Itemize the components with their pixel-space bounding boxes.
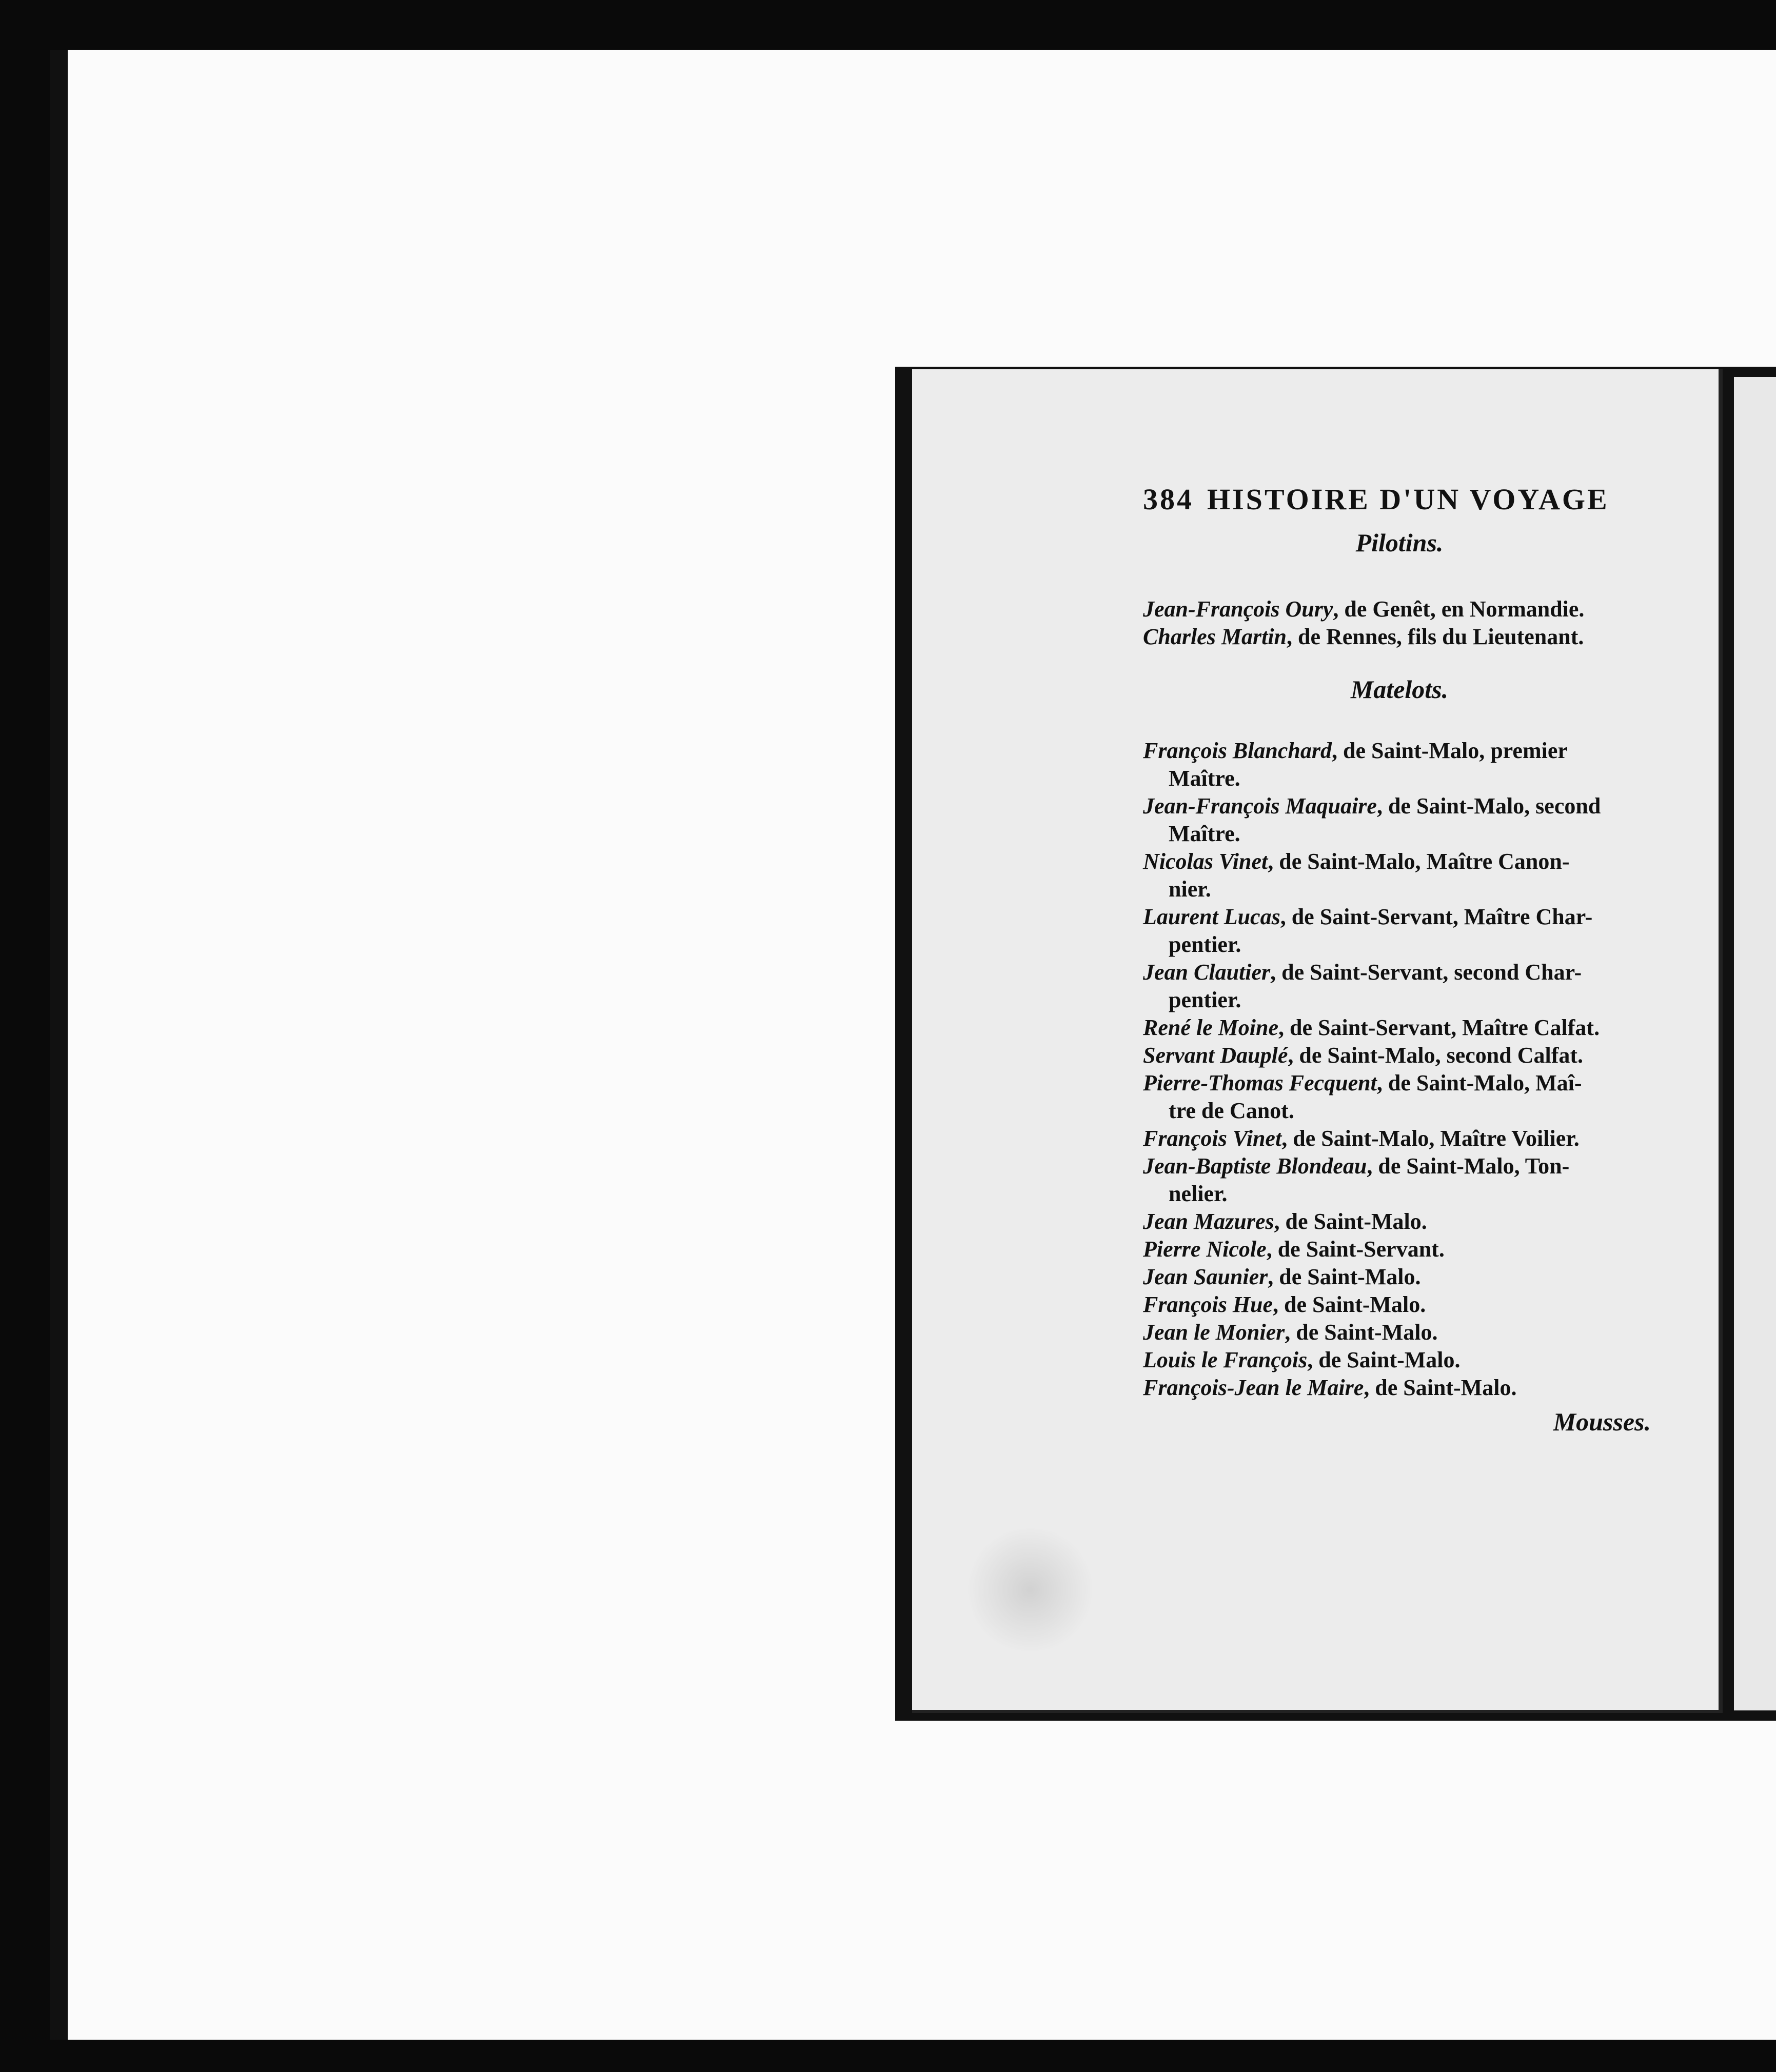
entry-name: François-Jean le Maire [1143, 1375, 1364, 1400]
entry-text: , de Saint-Malo, second [1376, 793, 1601, 819]
entry-continuation: nier. [1169, 876, 1211, 902]
list-item [1143, 1236, 1656, 1263]
matelots-list [1143, 737, 1656, 1402]
entry-continuation: Maître. [1169, 821, 1240, 846]
catchword: Mousses. [1553, 1407, 1651, 1436]
entry-name: Jean Saunier [1143, 1264, 1268, 1289]
entry-name: Jean-Baptiste Blondeau [1143, 1153, 1367, 1179]
list-item [1143, 792, 1656, 848]
entry-name: Servant Dauplé [1143, 1043, 1288, 1068]
entry-name: Jean-François Maquaire [1143, 793, 1377, 819]
list-item [1143, 848, 1656, 903]
entry-name: Charles Martin [1143, 624, 1287, 649]
list-item [1143, 1152, 1656, 1208]
section-title-matelots: Matelots. [1350, 675, 1449, 704]
running-head [1143, 482, 1656, 516]
list-item [1143, 1208, 1656, 1236]
list-item [1143, 1014, 1656, 1042]
entry-continuation: pentier. [1169, 932, 1241, 957]
page-text [1143, 482, 1656, 1437]
list-item [1143, 959, 1656, 1014]
page-number: 384 [1143, 483, 1194, 516]
entry-name: Pierre-Thomas Fecquent [1143, 1070, 1377, 1095]
entry-name: Pierre Nicole [1143, 1237, 1267, 1262]
list-item [1143, 1374, 1656, 1402]
entry-name: René le Moine [1143, 1015, 1278, 1040]
entry-name: Jean le Monier [1143, 1320, 1285, 1345]
entry-text: , de Saint-Malo. [1364, 1375, 1517, 1400]
list-item [1143, 1069, 1656, 1125]
facing-page-edge [1734, 377, 1776, 1710]
entry-name: Nicolas Vinet [1143, 849, 1268, 874]
entry-name: François Hue [1143, 1292, 1273, 1317]
entry-text: , de Saint-Malo, second Calfat. [1288, 1043, 1584, 1068]
entry-text: , de Rennes, fils du Lieutenant. [1286, 624, 1584, 649]
entry-text: , de Saint-Malo, Maître Canon- [1268, 849, 1570, 874]
left-border-rule [50, 50, 68, 2040]
entry-name: Jean-François Oury [1143, 596, 1333, 622]
entry-continuation: tre de Canot. [1169, 1098, 1294, 1123]
entry-text: , de Saint-Malo. [1274, 1209, 1427, 1234]
list-item [1143, 737, 1656, 792]
entry-name: François Blanchard [1143, 738, 1332, 763]
list-item [1143, 595, 1656, 623]
entry-text: , de Saint-Malo. [1268, 1264, 1421, 1289]
running-title: HISTOIRE D'UN VOYAGE [1207, 483, 1609, 516]
entry-text: , de Saint-Malo, Maître Voilier. [1281, 1126, 1580, 1151]
entry-text: , de Genêt, en Normandie. [1333, 596, 1585, 622]
list-item [1143, 903, 1656, 959]
entry-text: , de Saint-Malo, Ton- [1367, 1153, 1570, 1179]
page-stain [963, 1528, 1097, 1651]
list-item [1143, 1319, 1656, 1346]
entry-text: , de Saint-Servant, second Char- [1270, 960, 1582, 985]
list-item [1143, 623, 1656, 651]
list-item [1143, 1291, 1656, 1319]
entry-text: , de Saint-Malo, Maî- [1376, 1070, 1582, 1095]
entry-continuation: Maître. [1169, 766, 1240, 791]
entry-name: Jean Clautier [1143, 960, 1271, 985]
entry-continuation: pentier. [1169, 987, 1241, 1012]
entry-name: Jean Mazures [1143, 1209, 1274, 1234]
book-page [912, 369, 1723, 1713]
list-item [1143, 1042, 1656, 1069]
entry-text: , de Saint-Malo. [1307, 1347, 1461, 1372]
entry-text: , de Saint-Servant, Maître Calfat. [1278, 1015, 1600, 1040]
entry-text: , de Saint-Malo. [1285, 1320, 1438, 1345]
entry-text: , de Saint-Malo. [1273, 1292, 1426, 1317]
pilotins-list [1143, 595, 1656, 651]
entry-continuation: nelier. [1169, 1181, 1228, 1206]
list-item [1143, 1125, 1656, 1152]
section-title-pilotins: Pilotins. [1355, 528, 1444, 557]
entry-name: Louis le François [1143, 1347, 1308, 1372]
entry-name: François Vinet [1143, 1126, 1282, 1151]
entry-text: , de Saint-Servant, Maître Char- [1280, 904, 1593, 929]
list-item [1143, 1263, 1656, 1291]
entry-text: , de Saint-Malo, premier [1331, 738, 1568, 763]
entry-name: Laurent Lucas [1143, 904, 1280, 929]
entry-text: , de Saint-Servant. [1266, 1237, 1445, 1262]
list-item [1143, 1346, 1656, 1374]
